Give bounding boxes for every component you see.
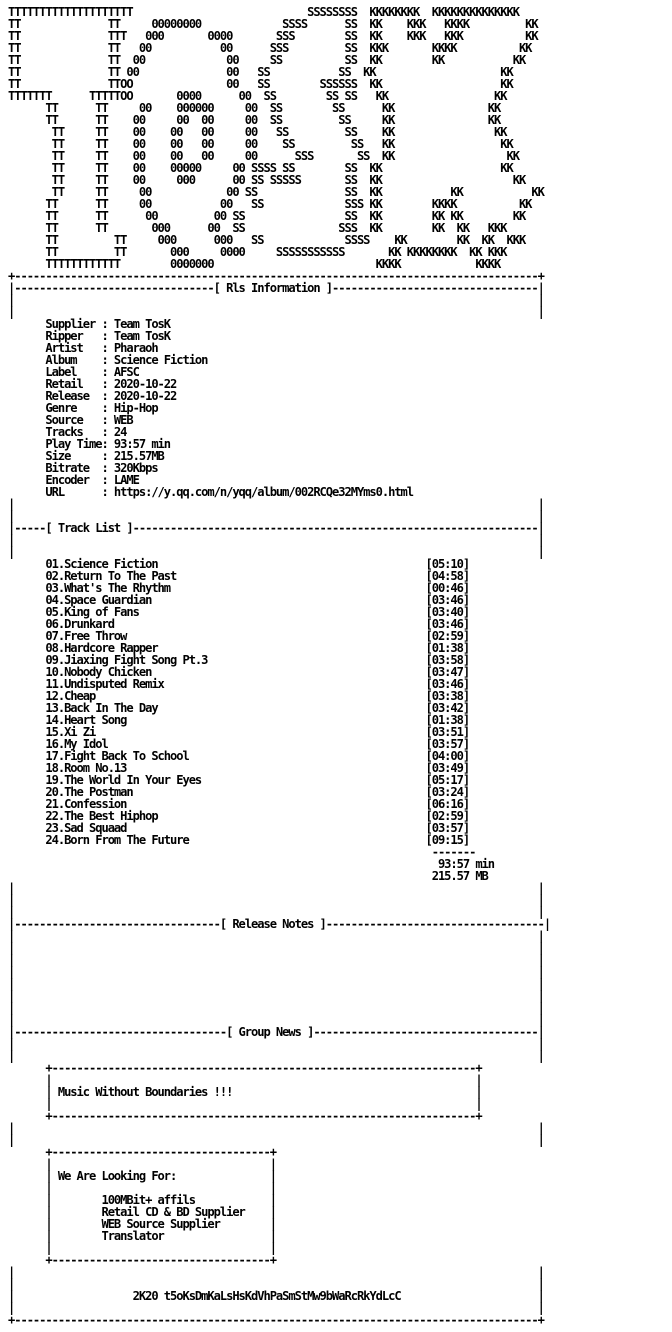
nfo-line: |----------------------------------[ Group News ]------------------------------------| bbox=[8, 1025, 544, 1039]
nfo-line: | | bbox=[8, 509, 544, 523]
nfo-line: 10.Nobody Chicken [03:47] bbox=[8, 665, 470, 679]
nfo-line: TT TT 000 000 SS SSSS KK KK KK KKK bbox=[8, 233, 526, 247]
nfo-line: 05.King of Fans [03:40] bbox=[8, 605, 470, 619]
nfo-line: TT TT 00 00 SSS SS KKK KKKK KK bbox=[8, 41, 532, 55]
nfo-line: +--------------------------------------------------------------------+ bbox=[8, 1109, 482, 1123]
nfo-line: | Retail CD & BD Supplier | bbox=[8, 1205, 276, 1219]
nfo-line: | | bbox=[8, 965, 544, 979]
nfo-line: +------------------------------------------------------------------------------------+ bbox=[8, 269, 544, 283]
nfo-line: 19.The World In Your Eyes [05:17] bbox=[8, 773, 470, 787]
nfo-line: | | bbox=[8, 941, 544, 955]
nfo-line: | | bbox=[8, 497, 544, 511]
nfo-line: TT TT 00000000 SSSS SS KK KKK KKKK KK bbox=[8, 17, 538, 31]
nfo-line: TT TT 00 00 SS SS KK KK KK bbox=[8, 185, 544, 199]
nfo-line: TT TT 00 00 00 00 SS SS KK KK bbox=[8, 125, 507, 139]
nfo-line: | | bbox=[8, 929, 544, 943]
nfo-line: TTTTTTTTTTTTTTTTTTTT SSSSSSSS KKKKKKKK KKKKKKKKKKKKKK bbox=[8, 5, 519, 19]
nfo-line: TT TTOO 00 SS SSSSSS KK KK bbox=[8, 77, 513, 91]
nfo-line: Encoder : LAME bbox=[8, 473, 139, 487]
nfo-line: 16.My Idol [03:57] bbox=[8, 737, 470, 751]
nfo-line: TT TT 00 00 SS SSS KK KKKK KK bbox=[8, 197, 532, 211]
nfo-line: Source : WEB bbox=[8, 413, 133, 427]
nfo-line: 07.Free Throw [02:59] bbox=[8, 629, 470, 643]
nfo-line: TT TT 00 00000 00 SSSS SS SS KK KK bbox=[8, 161, 513, 175]
nfo-line: TT TT 00 00 SS SS KK KK bbox=[8, 65, 513, 79]
nfo-line: | | bbox=[8, 1277, 544, 1291]
nfo-line: | | bbox=[8, 545, 544, 559]
nfo-line: Genre : Hip-Hop bbox=[8, 401, 158, 415]
nfo-line: TTTTTTTTTTTT 0000000 KKKK KKKK bbox=[8, 257, 501, 271]
nfo-line: | | bbox=[8, 1121, 544, 1135]
nfo-line: 22.The Best Hiphop [02:59] bbox=[8, 809, 470, 823]
nfo-line: 13.Back In The Day [03:42] bbox=[8, 701, 470, 715]
nfo-line: +-----------------------------------+ bbox=[8, 1253, 276, 1267]
nfo-line: | | bbox=[8, 1097, 482, 1111]
nfo-line: Play Time: 93:57 min bbox=[8, 437, 171, 451]
nfo-line: | | bbox=[8, 977, 544, 991]
nfo-line: TT TT 000 00 SS SSS KK KK KK KKK bbox=[8, 221, 507, 235]
nfo-line: TT TT 00 00 SS SS KK KK KK KK bbox=[8, 209, 526, 223]
nfo-line: +------------------------------------------------------------------------------------+ bbox=[8, 1313, 544, 1327]
nfo-line: Bitrate : 320Kbps bbox=[8, 461, 158, 475]
nfo-line: 15.Xi Zi [03:51] bbox=[8, 725, 470, 739]
nfo-line: 11.Undisputed Remix [03:46] bbox=[8, 677, 470, 691]
nfo-line: 02.Return To The Past [04:58] bbox=[8, 569, 470, 583]
nfo-line: TT TT 00 00 00 00 SS SS KK KK bbox=[8, 137, 513, 151]
nfo-line: +--------------------------------------------------------------------+ bbox=[8, 1061, 482, 1075]
nfo-line: Label : AFSC bbox=[8, 365, 139, 379]
nfo-line: TT TTT 000 0000 SSS SS KK KKK KKK KK bbox=[8, 29, 538, 43]
nfo-line: 17.Fight Back To School [04:00] bbox=[8, 749, 470, 763]
nfo-line: Tracks : 24 bbox=[8, 425, 127, 439]
nfo-line: | 2K20 t5oKsDmKaLsHsKdVhPaSmStMw9bWaRcRkYdLcC | bbox=[8, 1289, 544, 1303]
nfo-line: | | bbox=[8, 953, 544, 967]
nfo-line: | | bbox=[8, 293, 544, 307]
nfo-line: | WEB Source Supplier | bbox=[8, 1217, 276, 1231]
nfo-line: 08.Hardcore Rapper [01:38] bbox=[8, 641, 470, 655]
nfo-line: TT TT 00 00 SS SS KK KK KK bbox=[8, 53, 526, 67]
nfo-line: | | bbox=[8, 1013, 544, 1027]
nfo-line: | | bbox=[8, 893, 544, 907]
nfo-line: ------- bbox=[8, 845, 476, 859]
nfo-line: Supplier : Team TosK bbox=[8, 317, 171, 331]
nfo-line: 03.What's The Rhythm [00:46] bbox=[8, 581, 470, 595]
nfo-line: 04.Space Guardian [03:46] bbox=[8, 593, 470, 607]
nfo-line: | | bbox=[8, 905, 544, 919]
nfo-line: 20.The Postman [03:24] bbox=[8, 785, 470, 799]
nfo-line: +-----------------------------------+ bbox=[8, 1145, 276, 1159]
nfo-line: 24.Born From The Future [09:15] bbox=[8, 833, 470, 847]
nfo-line: 12.Cheap [03:38] bbox=[8, 689, 470, 703]
nfo-line: | | bbox=[8, 1073, 482, 1087]
nfo-line: Size : 215.57MB bbox=[8, 449, 164, 463]
nfo-line: TT TT 00 00 00 00 SS SS KK KK bbox=[8, 113, 501, 127]
nfo-line: | | bbox=[8, 1037, 544, 1051]
nfo-line: 21.Confession [06:16] bbox=[8, 797, 470, 811]
nfo-line: 215.57 MB bbox=[8, 869, 488, 883]
nfo-line: | | bbox=[8, 989, 544, 1003]
nfo-line: | | bbox=[8, 1181, 276, 1195]
nfo-line: | | bbox=[8, 533, 544, 547]
nfo-line: 09.Jiaxing Fight Song Pt.3 [03:58] bbox=[8, 653, 470, 667]
nfo-line: TTTTTTT TTTTTOO 0000 00 SS SS SS KK KK bbox=[8, 89, 507, 103]
nfo-line: |---------------------------------[ Release Notes ]-----------------------------------| bbox=[8, 917, 551, 931]
nfo-line: | 100MBit+ affils | bbox=[8, 1193, 276, 1207]
nfo-line: TT TT 00 000 00 SS SSSSS SS KK KK bbox=[8, 173, 526, 187]
nfo-line: |-----[ Track List ]-----------------------------------------------------------------| bbox=[8, 521, 544, 535]
nfo-line: | | bbox=[8, 1157, 276, 1171]
nfo-line: 23.Sad Squaad [03:57] bbox=[8, 821, 470, 835]
nfo-line: | | bbox=[8, 305, 544, 319]
nfo-line: | | bbox=[8, 881, 544, 895]
nfo-line: | | bbox=[8, 1265, 544, 1279]
nfo-line: | | bbox=[8, 1001, 544, 1015]
nfo-line: 01.Science Fiction [05:10] bbox=[8, 557, 470, 571]
nfo-line: TT TT 00 000000 00 SS SS KK KK bbox=[8, 101, 501, 115]
nfo-line: | | bbox=[8, 1133, 544, 1147]
nfo-line: Ripper : Team TosK bbox=[8, 329, 171, 343]
nfo-line: Release : 2020-10-22 bbox=[8, 389, 177, 403]
nfo-line: Album : Science Fiction bbox=[8, 353, 208, 367]
nfo-line: 06.Drunkard [03:46] bbox=[8, 617, 470, 631]
nfo-line: | We Are Looking For: | bbox=[8, 1169, 276, 1183]
nfo-line: Retail : 2020-10-22 bbox=[8, 377, 177, 391]
nfo-line: TT TT 00 00 00 00 SSS SS KK KK bbox=[8, 149, 519, 163]
nfo-line: 14.Heart Song [01:38] bbox=[8, 713, 470, 727]
nfo-line: Artist : Pharaoh bbox=[8, 341, 158, 355]
nfo-line: URL : https://y.qq.com/n/yqq/album/002RCQe32MYms0.html bbox=[8, 485, 414, 499]
nfo-line: | | bbox=[8, 1241, 276, 1255]
nfo-line: TT TT 000 0000 SSSSSSSSSSS KK KKKKKKKK KK KKK bbox=[8, 245, 507, 259]
nfo-line: | Translator | bbox=[8, 1229, 276, 1243]
nfo-line: | | bbox=[8, 1049, 544, 1063]
nfo-line: | Music Without Boundaries !!! | bbox=[8, 1085, 482, 1099]
nfo-line: 93:57 min bbox=[8, 857, 495, 871]
nfo-line: |--------------------------------[ Rls Information ]---------------------------------| bbox=[8, 281, 544, 295]
nfo-line: 18.Room No.13 [03:49] bbox=[8, 761, 470, 775]
nfo-line: | | bbox=[8, 1301, 544, 1315]
